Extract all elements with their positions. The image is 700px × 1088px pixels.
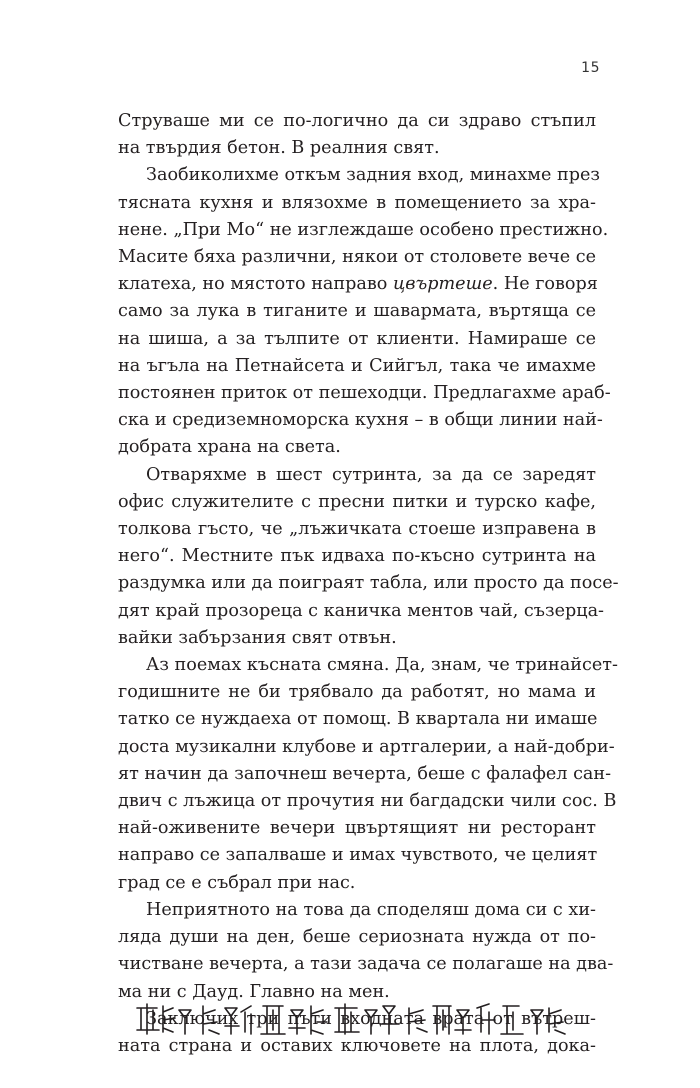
text-line: двич с лъжица от прочутия ни багдадски чили сос. В xyxy=(118,791,617,812)
text-line: на твърдия бетон. В реалния свят. xyxy=(118,138,440,159)
text-line: тясната кухня и влязохме в помещението за хра- xyxy=(118,192,596,213)
text-line: Отваряхме в шест сутринта, за да се заредят xyxy=(146,464,596,485)
emphasis-word: цвъртеше xyxy=(392,274,493,295)
cuneiform-ornament-icon xyxy=(133,1000,573,1040)
paragraph-2 xyxy=(118,162,611,461)
text-line: ма ни с Дауд. Главно на мен. xyxy=(118,981,390,1002)
paragraph-1 xyxy=(118,108,596,162)
text-line: Заключих три пъти входната врата от вътреш- xyxy=(146,1008,596,1029)
text-line: Аз поемах късната смяна. Да, знам, че тринайсет- xyxy=(146,655,618,676)
text-line: на шиша, а за тълпите от клиенти. Намираше се xyxy=(118,328,596,349)
text-line: ната страна и оставих ключовете на плота, дока- xyxy=(118,1035,596,1056)
text-line: добрата храна на света. xyxy=(118,437,341,458)
text-line: ляда души на ден, беше сериозната нужда от по- xyxy=(118,927,596,948)
text-line: толкова гъсто, че „лъжичката стоеше изправена в xyxy=(118,519,596,540)
text-line: постоянен приток от пешеходци. Предлагахме араб- xyxy=(118,383,611,404)
text-line: вайки забързания свят отвън. xyxy=(118,627,397,648)
text-line: годишните не би трябвало да работят, но мама и xyxy=(118,682,596,703)
text-line: татко се нуждаеха от помощ. В квартала ни имаше xyxy=(118,709,598,730)
text-line: чистване вечерта, а тази задача се полагаше на два- xyxy=(118,954,614,975)
paragraph-4 xyxy=(118,652,618,897)
page-number: 15 xyxy=(581,60,600,76)
text-line: Заобиколихме откъм задния вход, минахме през xyxy=(146,165,600,186)
text-line: него“. Местните пък идваха по-късно сутринта на xyxy=(118,546,596,567)
text-line: раздумка или да поиграят табла, или просто да посе- xyxy=(118,573,619,594)
text-segment: . Не говоря xyxy=(492,274,598,295)
paragraph-5 xyxy=(118,897,614,1006)
text-line: Неприятното на това да споделяш дома си с хи- xyxy=(146,899,596,920)
text-line: само за лука в тиганите и шавармата, въртяща се xyxy=(118,301,596,322)
text-line: ят начин да започнеш вечерта, беше с фалафел сан- xyxy=(118,763,612,784)
text-line: най-оживените вечери цвъртящият ни ресторант xyxy=(118,818,596,839)
text-line: доста музикални клубове и артгалерии, а най-добри- xyxy=(118,736,615,757)
text-segment: клатеха, но мястото направо xyxy=(118,274,393,295)
text-line-with-emphasis xyxy=(118,271,596,298)
text-line: ска и средиземноморска кухня – в общи линии най- xyxy=(118,410,603,431)
text-line: дят край прозореца с каничка ментов чай, съзерца- xyxy=(118,600,605,621)
paragraph-3 xyxy=(118,462,619,652)
text-line: офис служителите с пресни питки и турско кафе, xyxy=(118,491,596,512)
body-text xyxy=(118,108,619,1060)
text-line: Струваше ми се по-логично да си здраво стъпил xyxy=(118,111,596,131)
text-line: на ъгъла на Петнайсета и Сийгъл, така че имахме xyxy=(118,355,596,376)
text-line: направо се запалваше и имах чувството, че целият xyxy=(118,845,598,866)
text-line: град се е събрал при нас. xyxy=(118,872,356,893)
text-line: нене. „При Мо“ не изглеждаше особено престижно. xyxy=(118,219,609,240)
text-line: Масите бяха различни, някои от столовете вече се xyxy=(118,247,596,268)
